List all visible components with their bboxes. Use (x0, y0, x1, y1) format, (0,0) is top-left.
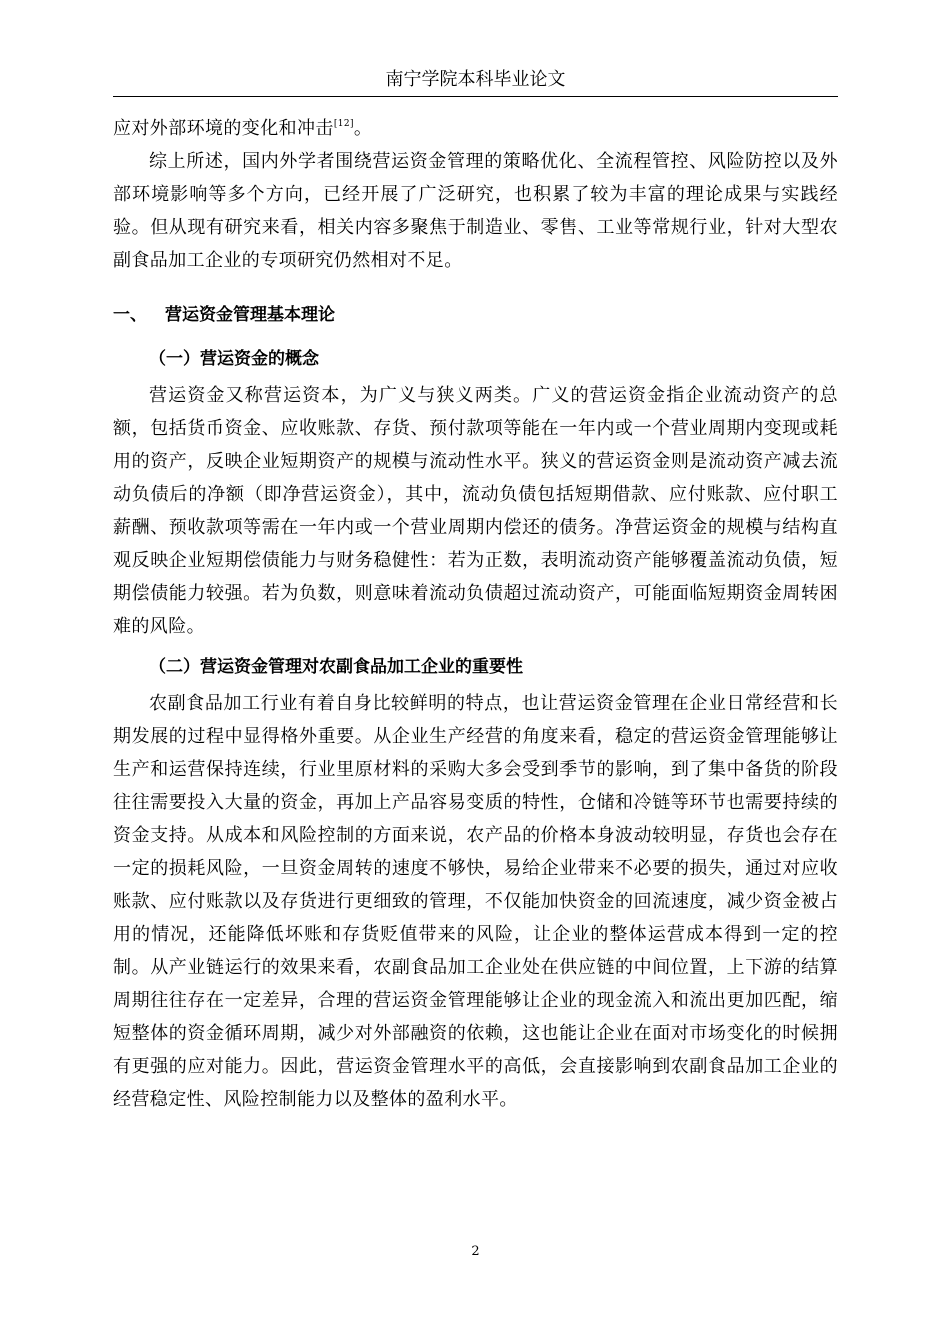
subsection-heading-importance: （二）营运资金管理对农副食品加工企业的重要性 (149, 657, 523, 677)
section-title: 营运资金管理基本理论 (165, 305, 335, 325)
paragraph-importance: 农副食品加工行业有着自身比较鲜明的特点，也让营运资金管理在企业日常经营和长期发展的过程中显得格外重要。从企业生产经营的角度来看，稳定的营运资金管理能够让生产和运营保持连续，行业里原材料的采购大多会受到季节的影响，到了集中备货的阶段往往需要投入大量的资金，再加上产品容易变质的特性，仓储和冷链等环节也需要持续的资金支持。从成本和风险控制的方面来说，农产品的价格本身波动较明显，存货也会存在一定的损耗风险，一旦资金周转的速度不够快，易给企业带来不必要的损失，通过对应收账款、应付账款以及存货进行更细致的管理，不仅能加快资金的回流速度，减少资金被占用的情况，还能降低坏账和存货贬值带来的风险，让企业的整体运营成本得到一定的控制。从产业链运行的效果来看，农副食品加工企业处在供应链的中间位置，上下游的结算周期往往存在一定差异，合理的营运资金管理能够让企业的现金流入和流出更加匹配，缩短整体的资金循环周期，减少对外部融资的依赖，这也能让企业在面对市场变化的时候拥有更强的应对能力。因此，营运资金管理水平的高低，会直接影响到农副食品加工企业的经营稳定性、风险控制能力以及整体的盈利水平。 (113, 693, 838, 1110)
page-header (113, 64, 838, 97)
subsection-heading-concept: （一）营运资金的概念 (149, 349, 319, 369)
citation-mark: [12] (333, 119, 354, 129)
header-title: 南宁学院本科毕业论文 (385, 69, 566, 90)
paragraph-continuation (113, 112, 838, 145)
paragraph-end: 。 (353, 118, 373, 139)
paragraph-text: 应对外部环境的变化和冲击 (113, 118, 334, 139)
paragraph-summary: 综上所述，国内外学者围绕营运资金管理的策略优化、全流程管控、风险防控以及外部环境影响等多个方向，已经开展了广泛研究，也积累了较为丰富的理论成果与实践经验。但从现有研究来看，相关内容多聚焦于制造业、零售、工业等常规行业，针对大型农副食品加工企业的专项研究仍然相对不足。 (113, 151, 838, 271)
paragraph-concept: 营运资金又称营运资本，为广义与狭义两类。广义的营运资金指企业流动资产的总额，包括货币资金、应收账款、存货、预付款项等能在一年内或一个营业周期内变现或耗用的资产，反映企业短期资产的规模与流动性水平。狭义的营运资金则是流动资产减去流动负债后的净额（即净营运资金），其中，流动负债包括短期借款、应付账款、应付职工薪酬、预收款项等需在一年内或一个营业周期内偿还的债务。净营运资金的规模与结构直观反映企业短期偿债能力与财务稳健性：若为正数，表明流动资产能够覆盖流动负债，短期偿债能力较强。若为负数，则意味着流动负债超过流动资产，可能面临短期资金周转困难的风险。 (113, 385, 838, 637)
section-heading (113, 295, 838, 335)
page-body (113, 112, 838, 1116)
section-number: 一、 (113, 305, 147, 325)
page-number: 2 (471, 1244, 480, 1259)
